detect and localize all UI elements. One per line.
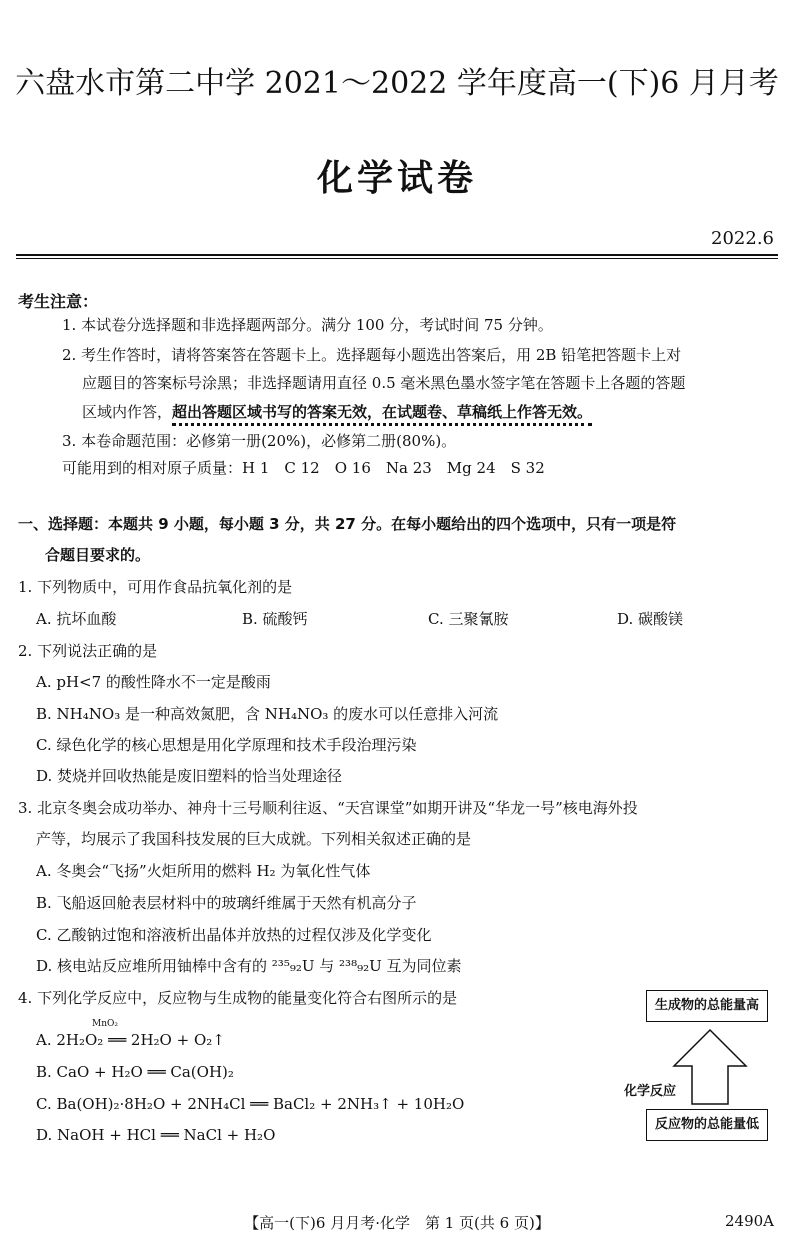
question-1-option-b: B. 硫酸钙 (242, 610, 308, 628)
question-3-option-c: C. 乙酸钠过饱和溶液析出晶体并放热的过程仅涉及化学变化 (36, 926, 432, 944)
notice-heading: 考生注意： (18, 292, 99, 311)
page-footer: 【高一(下)6 月月考·化学 第 1 页(共 6 页)】 (244, 1214, 550, 1232)
question-4-catalyst: MnO₂ (92, 1019, 118, 1029)
section-heading-cont: 合题目要求的。 (45, 546, 151, 564)
header-divider-thin (16, 258, 778, 259)
exam-subject-title: 化学试卷 (316, 158, 477, 199)
question-4-option-d: D. NaOH + HCl ══ NaCl + H₂O (36, 1126, 276, 1144)
question-2-option-c: C. 绿色化学的核心思想是用化学原理和技术手段治理污染 (36, 736, 417, 754)
figure-bottom-box: 反应物的总能量低 (646, 1109, 768, 1141)
question-4-stem: 4. 下列化学反应中，反应物与生成物的能量变化符合右图所示的是 (18, 989, 458, 1007)
notice-item-2-cont: 应题目的答案标号涂黑；非选择题请用直径 0.5 毫米黑色墨水签字笔在答题卡上各题的答题 (82, 374, 686, 392)
notice-item-1: 1. 本试卷分选择题和非选择题两部分。满分 100 分，考试时间 75 分钟。 (62, 316, 553, 334)
question-2-option-b: B. NH₄NO₃ 是一种高效氮肥，含 NH₄NO₃ 的废水可以任意排入河流 (36, 705, 499, 723)
notice-item-2: 2. 考生作答时，请将答案答在答题卡上。选择题每小题选出答案后，用 2B 铅笔把答题卡上对 (62, 346, 682, 364)
notice-item-3: 3. 本卷命题范围：必修第一册(20%)，必修第二册(80%)。 (62, 432, 457, 450)
exam-code: 2490A (724, 1212, 774, 1230)
notice-item-2-end (82, 401, 592, 423)
section-heading: 一、选择题：本题共 9 小题，每小题 3 分，共 27 分。在每小题给出的四个选项中，只有一项是符 (18, 515, 677, 533)
question-4-option-a: A. 2H₂O₂ ══ 2H₂O + O₂↑ (36, 1031, 225, 1049)
question-2-stem: 2. 下列说法正确的是 (18, 642, 158, 660)
notice-emphasis: 超出答题区域书写的答案无效，在试题卷、草稿纸上作答无效。 (172, 403, 592, 426)
header-divider (16, 254, 778, 256)
question-3-option-b: B. 飞船返回舱表层材料中的玻璃纤维属于天然有机高分子 (36, 894, 417, 912)
question-3-stem: 3. 北京冬奥会成功举办、神舟十三号顺利往返、“天宫课堂”如期开讲及“华龙一号”核电海外投 (18, 799, 638, 817)
question-1-option-d: D. 碳酸镁 (617, 610, 684, 628)
question-1-option-c: C. 三聚氰胺 (428, 610, 509, 628)
notice-item-2-tail: 区域内作答， (82, 403, 173, 421)
atomic-masses: 可能用到的相对原子质量：H 1 C 12 O 16 Na 23 Mg 24 S 32 (62, 459, 545, 477)
figure-top-box: 生成物的总能量高 (646, 990, 768, 1022)
question-2-option-d: D. 焚烧并回收热能是废旧塑料的恰当处理途径 (36, 767, 343, 785)
question-3-stem-cont: 产等，均展示了我国科技发展的巨大成就。下列相关叙述正确的是 (36, 830, 472, 848)
question-2-option-a: A. pH<7 的酸性降水不一定是酸雨 (36, 673, 271, 691)
question-1-stem: 1. 下列物质中，可用作食品抗氧化剂的是 (18, 578, 293, 596)
question-4-option-c: C. Ba(OH)₂·8H₂O + 2NH₄Cl ══ BaCl₂ + 2NH₃↑ + 10H₂O (36, 1095, 465, 1113)
up-arrow-icon (670, 1026, 750, 1106)
question-3-option-d: D. 核电站反应堆所用铀棒中含有的 ²³⁵₉₂U 与 ²³⁸₉₂U 互为同位素 (36, 957, 462, 975)
figure-side-label: 化学反应 (624, 1084, 677, 1099)
exam-date: 2022.6 (711, 228, 774, 249)
question-4-option-b: B. CaO + H₂O ══ Ca(OH)₂ (36, 1063, 234, 1081)
question-1-option-a: A. 抗坏血酸 (36, 610, 117, 628)
page-title: 六盘水市第二中学 2021～2022 学年度高一(下)6 月月考 (15, 66, 779, 101)
question-3-option-a: A. 冬奥会“飞扬”火炬所用的燃料 H₂ 为氧化性气体 (36, 862, 371, 880)
